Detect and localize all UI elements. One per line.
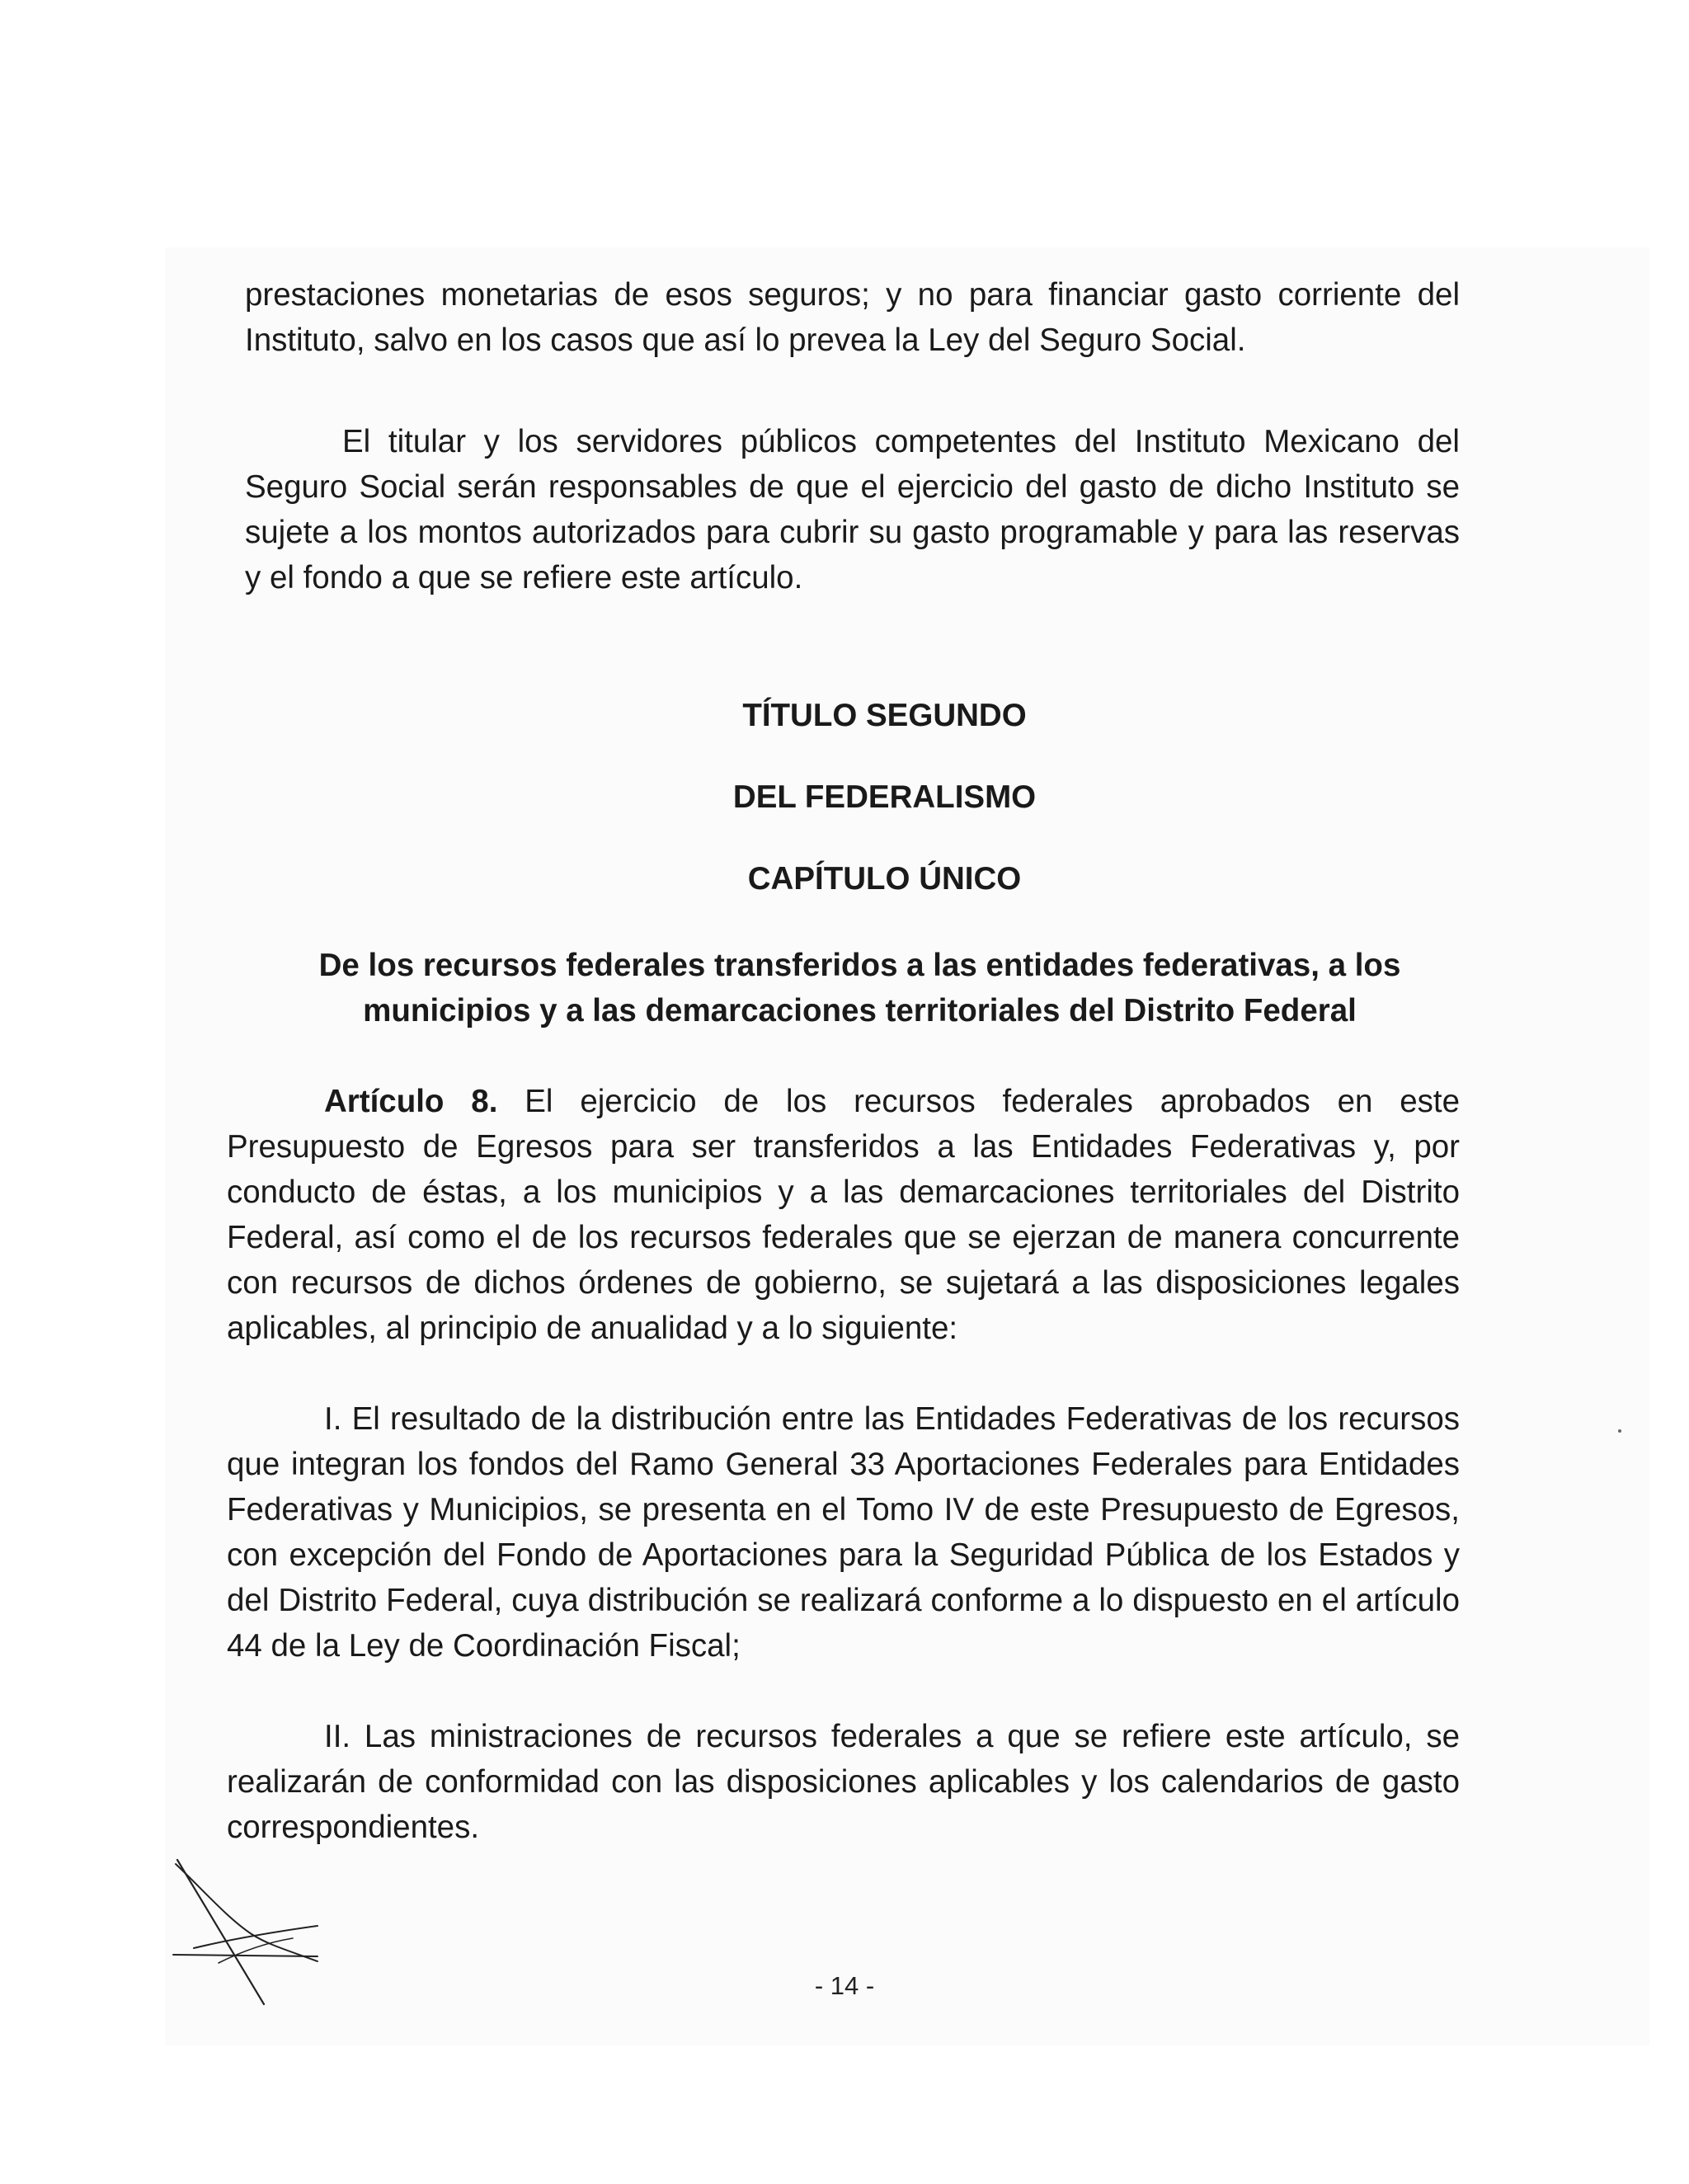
article-8 xyxy=(227,1079,1460,1351)
fraction-ii: II. Las ministraciones de recursos federales a que se refiere este artículo, se realizarán de conformidad con las disposiciones aplicables y los calendarios de gasto correspondientes. xyxy=(227,1719,1460,1845)
document-body xyxy=(227,272,1460,1850)
scan-speck xyxy=(1618,1429,1621,1433)
article-label: Artículo 8. xyxy=(324,1084,498,1119)
heading-capitulo: CAPÍTULO ÚNICO xyxy=(747,861,1022,897)
chapter-subtitle: De los recursos federales transferidos a las entidades federativas, a los municipios y a las demarcaciones territoriales del Distrito Federal xyxy=(318,948,1401,1028)
paragraph-responsables: El titular y los servidores públicos competentes del Instituto Mexicano del Seguro Social serán responsables de que el ejercicio del gasto de dicho Instituto se sujete a los montos autorizados para cubrir su gasto programable y para las reservas y el fondo a que se refiere este artículo. xyxy=(245,424,1460,595)
heading-federalismo: DEL FEDERALISMO xyxy=(732,779,1037,815)
heading-titulo: TÍTULO SEGUNDO xyxy=(742,698,1027,733)
fraction-i: I. El resultado de la distribución entre las Entidades Federativas de los recursos que integran los fondos del Ramo General 33 Aportaciones Federales para Entidades Federativas y Municipios, se presenta en el Tomo IV de este Presupuesto de Egresos, con excepción del Fondo de Aportaciones para la Seguridad Pública de los Estados y del Distrito Federal, cuya distribución se realizará conforme a lo dispuesto en el artículo 44 de la Ley de Coordinación Fiscal; xyxy=(227,1401,1460,1664)
page-number: - 14 - xyxy=(814,1971,875,2000)
paragraph-continuation: prestaciones monetarias de esos seguros; y no para financiar gasto corriente del Instituto, salvo en los casos que así lo prevea la Ley del Seguro Social. xyxy=(245,277,1460,358)
article-text: El ejercicio de los recursos federales aprobados en este Presupuesto de Egresos para ser transferidos a las Entidades Federativas y, por conducto de éstas, a los municipios y a las demarcaciones territoriales del Distrito Federal, así como el de los recursos federales que se ejerzan de manera concurrente con recursos de dichos órdenes de gobierno, se sujetará a las disposiciones legales aplicables, al principio de anualidad y a lo siguiente: xyxy=(227,1084,1460,1346)
